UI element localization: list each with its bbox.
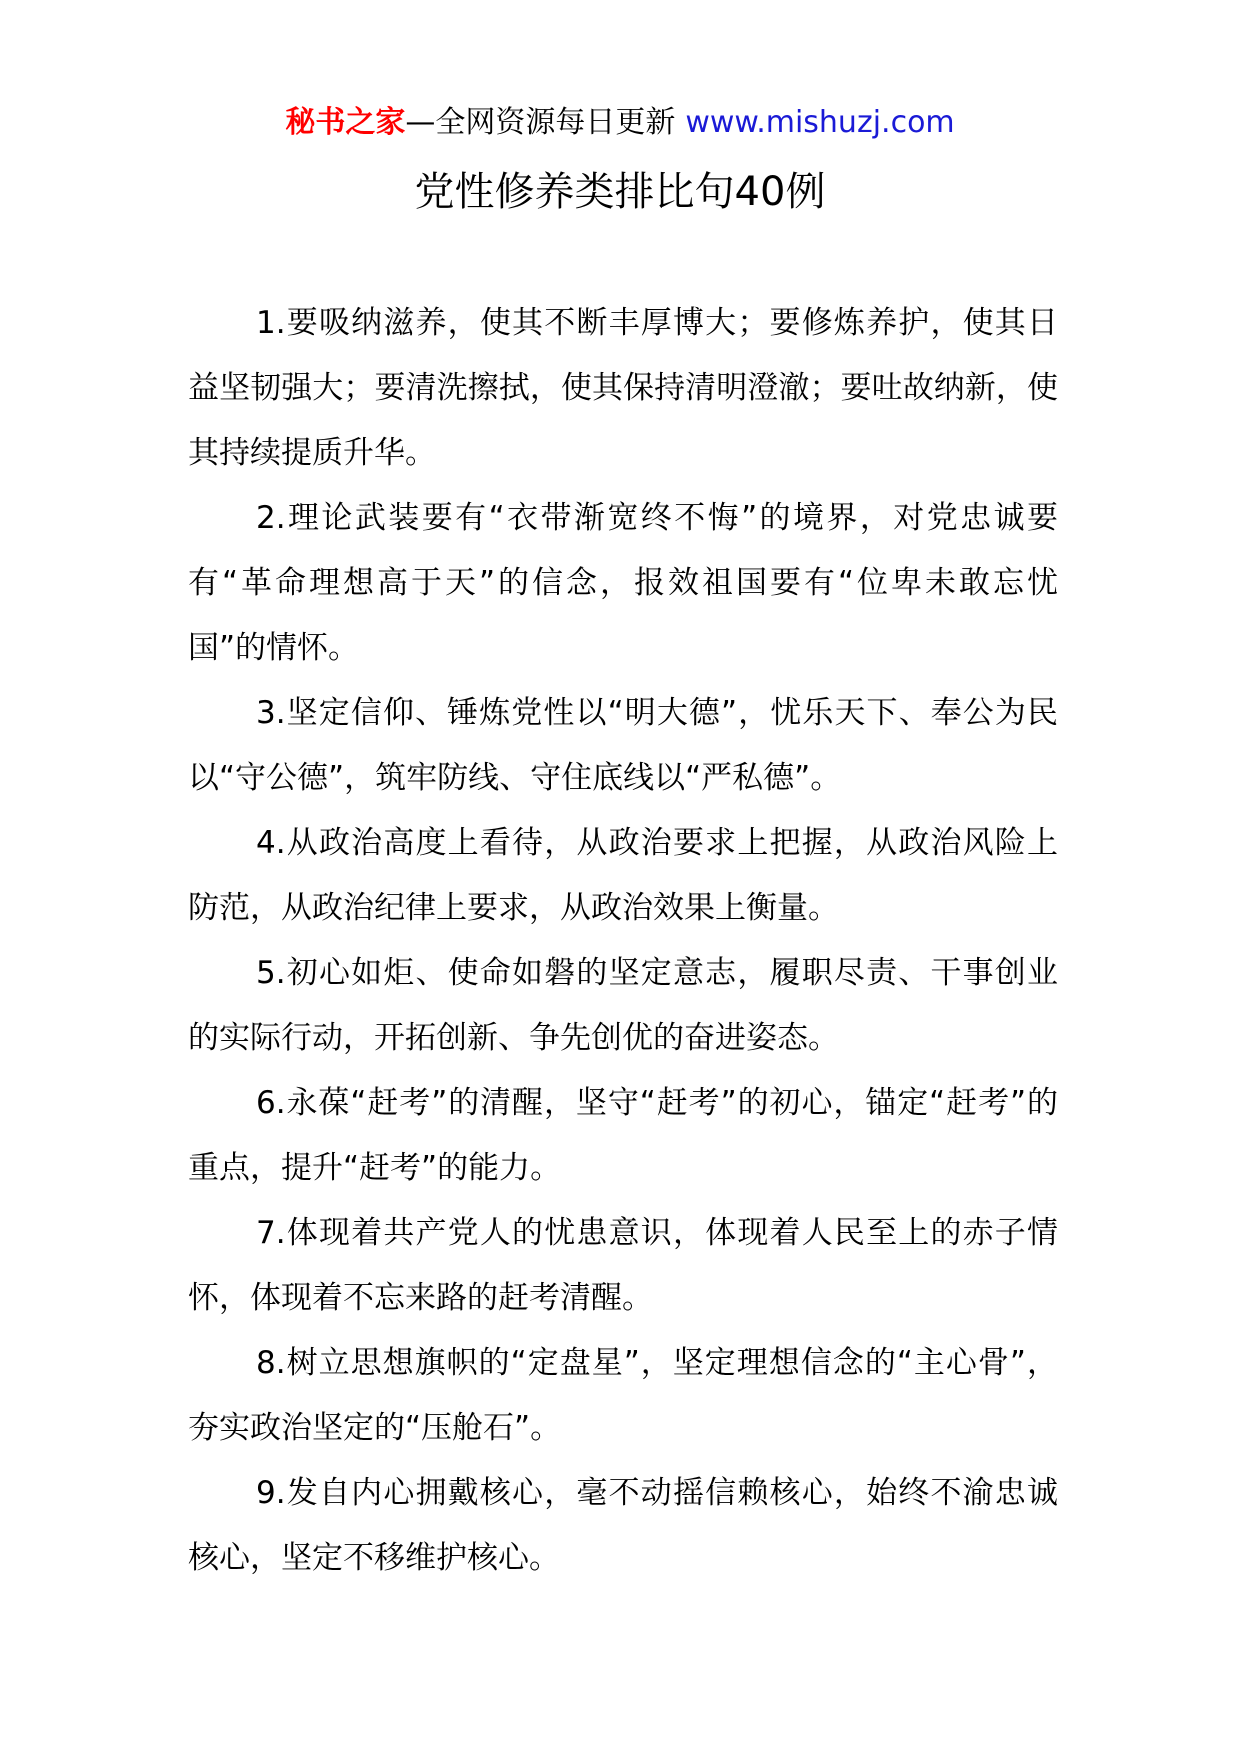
brand-name: 秘书之家 [285,105,406,140]
site-header [0,98,1240,148]
list-item: 7.体现着共产党人的忧患意识，体现着人民至上的赤子情怀，体现着不忘来路的赶考清醒。 [188,1215,1058,1316]
header-tagline: —全网资源每日更新 [405,105,676,140]
list-item: 3.坚定信仰、锤炼党性以“明大德”，忧乐天下、奉公为民以“守公德”，筑牢防线、守住底线以“严私德”。 [188,695,1058,796]
list-item: 1.要吸纳滋养，使其不断丰厚博大；要修炼养护，使其日益坚韧强大；要清洗擦拭，使其保持清明澄澈；要吐故纳新，使其持续提质升华。 [188,305,1058,471]
list-item: 5.初心如炬、使命如磐的坚定意志，履职尽责、干事创业的实际行动，开拓创新、争先创优的奋进姿态。 [188,955,1058,1056]
site-url-link[interactable]: www.mishuzj.com [685,105,955,140]
list-item: 4.从政治高度上看待，从政治要求上把握，从政治风险上防范，从政治纪律上要求，从政治效果上衡量。 [188,825,1058,926]
list-item: 8.树立思想旗帜的“定盘星”，坚定理想信念的“主心骨”，夯实政治坚定的“压舱石”。 [188,1345,1058,1446]
document-title: 党性修养类排比句40例 [414,169,826,215]
document-body [188,291,1058,1591]
list-item: 6.永葆“赶考”的清醒，坚守“赶考”的初心，锚定“赶考”的重点，提升“赶考”的能力。 [188,1085,1058,1186]
list-item: 9.发自内心拥戴核心，毫不动摇信赖核心，始终不渝忠诚核心，坚定不移维护核心。 [188,1475,1058,1576]
list-item: 2.理论武装要有“衣带渐宽终不悔”的境界，对党忠诚要有“革命理想高于天”的信念，报效祖国要有“位卑未敢忘忧国”的情怀。 [188,500,1058,666]
